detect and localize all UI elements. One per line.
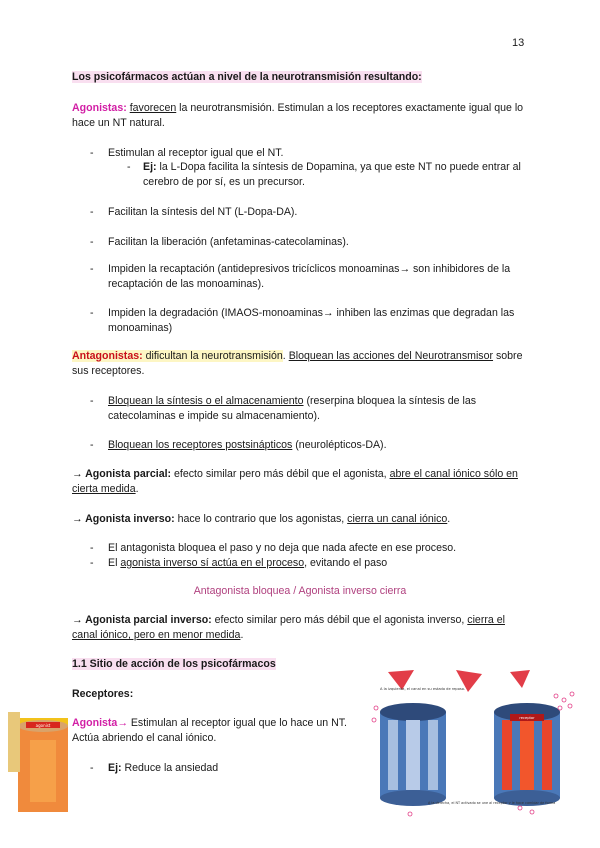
bullet-rest: (reserpina bloquea la síntesis de las catecolaminas e impide su almacenamiento). [108,395,477,423]
figure-caption-top: A la izquierda, el canal en su estado de reposo. [380,687,466,691]
ion-dot [408,812,412,816]
bullet-text: Impiden la recaptación (antidepresivos tricíclicos monoaminas→ son inhibidores de la recaptación de las monoaminas). [108,263,511,291]
channel-panel [428,720,438,790]
dash-marker: - [90,439,94,451]
agonistas-label: Agonistas [72,102,124,114]
bullet-text: Facilitan la síntesis del NT (L-Dopa-DA). [108,206,298,218]
bullet-post: , evitando el paso [304,557,388,569]
dash-marker: - [90,557,94,569]
channel-top [380,703,446,721]
sub-bullet-label: Ej: [143,161,157,173]
antagonistas-period: . [282,350,289,362]
bullet-text: Impiden la degradación (IMAOS-monoaminas→ inhiben las enzimas que degradan las monoaminas) [108,307,515,335]
ion-dot [558,706,562,710]
dash-marker: - [90,307,94,319]
dash-marker: - [90,206,94,218]
ion-dot [518,806,522,810]
partial-end: . [135,483,139,496]
sub-bullet-body: la L-Dopa facilita la síntesis de Dopamina, ya que este NT no puede entrar al cerebro de por sí, es un precursor. [143,161,521,189]
bullet-text [108,556,530,571]
agonista-final-arrow: → [117,717,128,729]
inverse-bullet [90,541,530,556]
intro-heading-text: Los psicofármacos actúan a nivel de la neurotransmisión resultando: [72,71,422,83]
inverse-underlined: cierra un canal iónico [347,513,448,525]
partial-inverse-label: → Agonista parcial inverso: [72,614,212,626]
partial-inverse-underlined: cierra el canal iónico, pero en menor medida [72,614,505,642]
ion-dot [374,706,378,710]
antagonistas-rest: sobre sus receptores. [72,350,523,378]
final-bullet-body: Reduce la ansiedad [121,762,219,774]
partial-text: efecto similar pero más débil que el agonista, [171,468,390,480]
agonistas-paragraph [72,101,532,131]
antagonistas-highlight: dificultan la neurotransmisión [142,350,283,362]
bullet-text: Facilitan la liberación (anfetaminas-catecolaminas). [108,236,349,248]
channel-activated [494,703,560,806]
center-note: Antagonista bloquea / Agonista inverso cierra [193,585,407,597]
page-number: 13 [512,37,525,49]
bullet-text [108,761,350,776]
agonist-bullet [90,306,530,336]
bullet-underlined: Bloquean los receptores postsinápticos [108,439,293,451]
ion-dot [372,718,376,722]
receptor-tag-text: receptor [519,716,535,720]
inverse-agonist-paragraph [72,512,532,527]
bullet-underlined: agonista inverso sí actúa en el proceso [120,557,305,569]
agonista-final-label: Agonista [72,717,118,729]
figure-caption-bottom: A la derecha, el NT activado se une al receptor y le hace cambiar de forma [428,801,556,805]
bullet-rest: (neurolépticos-DA). [292,439,387,451]
dash-marker: - [90,263,94,275]
partial-inverse-text: efecto similar pero más débil que el agonista inverso, [211,614,468,626]
inverse-bullet [90,556,530,571]
final-bullet [90,761,350,776]
figure-side-panel [8,712,20,772]
agonist-sub-bullet [127,160,527,190]
agonist-bullet [90,146,530,161]
agonist-bullet [90,235,530,250]
bullet-underlined: Bloquean la síntesis o el almacenamiento [108,395,304,407]
agonistas-rest: la neurotransmisión. Estimulan a los receptores exactamente igual que lo hace un NT natural. [72,102,524,130]
partial-label: → Agonista parcial: [72,468,172,480]
receptores-heading: Receptores: [72,688,134,700]
final-bullet-label: Ej: [108,762,122,774]
dash-marker: - [127,161,131,173]
agonist-cylinder-figure [8,700,74,812]
antagonist-bullet [90,394,530,424]
intro-heading [72,70,532,85]
antagonistas-paragraph [72,349,532,379]
ion-channel-figure [370,668,590,818]
section-heading-text: 1.1 Sitio de acción de los psicofármacos [72,658,276,670]
partial-inverse-end: . [240,629,244,642]
agonista-final-text: Estimulan al receptor igual que lo hace un NT. Actúa abriendo el canal iónico. [72,717,347,745]
antagonistas-underlined: Bloquean las acciones del Neurotransmisor [288,350,494,362]
ion-dot [562,698,566,702]
bullet-pre: El [108,557,121,569]
partial-inverse-paragraph [72,613,532,643]
inverse-label: → Agonista inverso: [72,513,175,525]
bullet-text [108,438,530,453]
channel-red-panel [520,720,534,790]
agonistas-colon: : [123,102,127,114]
dash-marker: - [90,542,94,554]
channel-resting [380,703,446,806]
agonistas-underlined: favorecen [129,102,177,114]
sub-bullet-text [143,160,527,190]
bullet-text: Estimulan al receptor igual que el NT. [108,147,284,159]
antagonist-bullet [90,438,530,453]
channel-panel [388,720,398,790]
inverse-end: . [447,513,451,525]
partial-agonist-paragraph [72,467,532,497]
channel-red-panel [542,720,552,790]
figure-tag-text: agonist [35,723,51,728]
dash-marker: - [90,147,94,159]
agonist-bullet [90,205,530,220]
bullet-text [108,394,530,424]
inverse-text: hace lo contrario que los agonistas, [174,513,348,525]
partial-underlined: abre el canal iónico sólo en cierta medida [72,468,518,496]
ion-dot [570,692,574,696]
ion-dot [554,694,558,698]
channel-panel [406,720,420,790]
nt-molecule-triangle [510,670,530,688]
dash-marker: - [90,395,94,407]
ion-dot [568,704,572,708]
figure-inner-panel [30,740,56,802]
agonista-final-paragraph [72,716,364,746]
agonist-bullet [90,262,530,292]
dash-marker: - [90,762,94,774]
antagonistas-label: Antagonistas: [72,350,143,362]
dash-marker: - [90,236,94,248]
channel-red-panel [502,720,512,790]
bullet-text: El antagonista bloquea el paso y no deja que nada afecte en ese proceso. [108,542,457,554]
ion-dot [530,810,534,814]
